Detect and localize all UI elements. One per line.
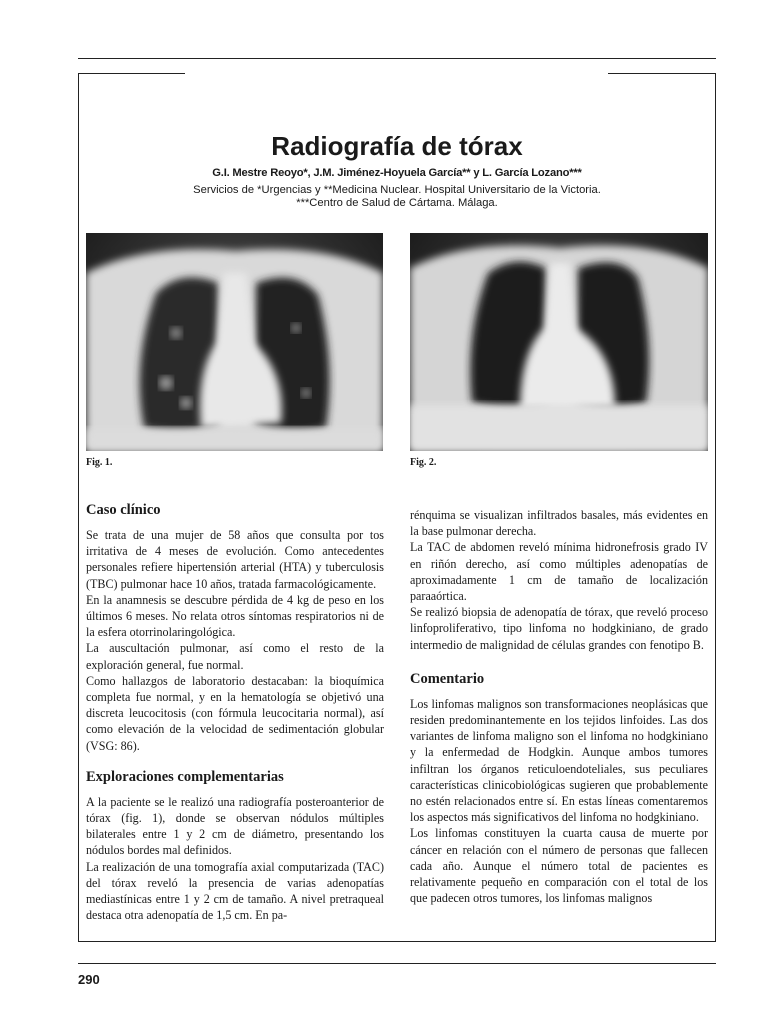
paragraph: Se realizó biopsia de adenopatía de tórax, que reveló proceso linfoproliferativo, tipo linfoma no hodgkiniano, de grado intermedio de malignidad de células grandes con fenotipo B.: [410, 605, 708, 652]
page-number: 290: [78, 972, 100, 987]
paragraph: La auscultación pulmonar, así como el resto de la exploración general, fue normal.: [86, 641, 384, 672]
paragraph: La TAC de abdomen reveló mínima hidronefrosis grado IV en riñón derecho, así como múltiples adenopatías de aproximadamente 1 cm de tamaño de localización paraaórtica.: [410, 540, 708, 604]
affiliation-line: Servicios de *Urgencias y **Medicina Nuclear. Hospital Universitario de la Victoria.: [193, 184, 601, 196]
affiliation-line: ***Centro de Salud de Cártama. Málaga.: [296, 197, 498, 209]
bottom-rule: [78, 963, 716, 964]
figure-1-chest-xray: [86, 233, 383, 451]
paragraph: Los linfomas constituyen la cuarta causa de muerte por cáncer en relación con el número de personas que fallecen cada año. Aunque el número total de pacientes es relativamente pequeño en comparación con el total de los que padecen otros tumores, los linfomas malignos: [410, 826, 708, 906]
figure-1-caption: Fig. 1.: [86, 457, 113, 468]
article-title: Radiografía de tórax: [271, 131, 523, 161]
figure-2-chest-xray: [410, 233, 708, 451]
paragraph: rénquima se visualizan infiltrados basales, más evidentes en la base pulmonar derecha.: [410, 508, 708, 539]
article-affiliation: [78, 184, 716, 210]
section-heading-comentario: Comentario: [410, 670, 485, 687]
section-heading-caso-clinico: Caso clínico: [86, 502, 161, 518]
right-text-column: [410, 507, 708, 906]
paragraph: La realización de una tomografía axial computarizada (TAC) del tórax reveló la presencia de varias adenopatías mediastínicas entre 1 y 2 cm de tamaño. A nivel pretraqueal destaca otra adenopatía de 1,5 cm. En pa-: [86, 859, 384, 923]
article-authors: G.I. Mestre Reoyo*, J.M. Jiménez-Hoyuela García** y L. García Lozano***: [212, 167, 582, 179]
paragraph: Como hallazgos de laboratorio destacaban: la bioquímica completa fue normal, y en la hematología se objetivó una discreta leucocitosis (con fórmula leucocitaria normal), así como elevación de la velocidad de sedimentación globular (VSG: 86).: [86, 673, 384, 753]
figure-2-caption: Fig. 2.: [410, 457, 437, 468]
section-heading-exploraciones: Exploraciones complementarias: [86, 768, 284, 785]
paragraph: En la anamnesis se descubre pérdida de 4 kg de peso en los últimos 6 meses. No relata otros síntomas respiratorios ni de la esfera otorrinolaringológica.: [86, 592, 384, 640]
left-text-column: [86, 500, 384, 923]
top-rule: [78, 58, 716, 59]
paragraph: Se trata de una mujer de 58 años que consulta por tos irritativa de 4 meses de evolución. Como antecedentes personales refiere hipertensión arterial (HTA) y tuberculosis (TBC) pulmonar hace 10 años, tratada farmacológicamente.: [86, 528, 384, 591]
paragraph: A la paciente se le realizó una radiografía posteroanterior de tórax (fig. 1), donde se observan nódulos múltiples bilaterales entre 1 y 2 cm de diámetro, presentando los nódulos bordes mal definidos.: [86, 794, 384, 858]
paragraph: Los linfomas malignos son transformaciones neoplásicas que residen predominantemente en los tejidos linfoides. Las dos variantes de linfoma maligno son el linfoma no hodgkiniano y la enfermedad de Hodgkin. Aunque ambos tumores infiltran los órganos reticuloendoteliales, sus peculiares características clinicobiológicas sugieren que probablemente no estén relacionados entre sí. En estas líneas comentaremos los aspectos más significativos del linfoma no hodgkiniano.: [410, 696, 708, 825]
